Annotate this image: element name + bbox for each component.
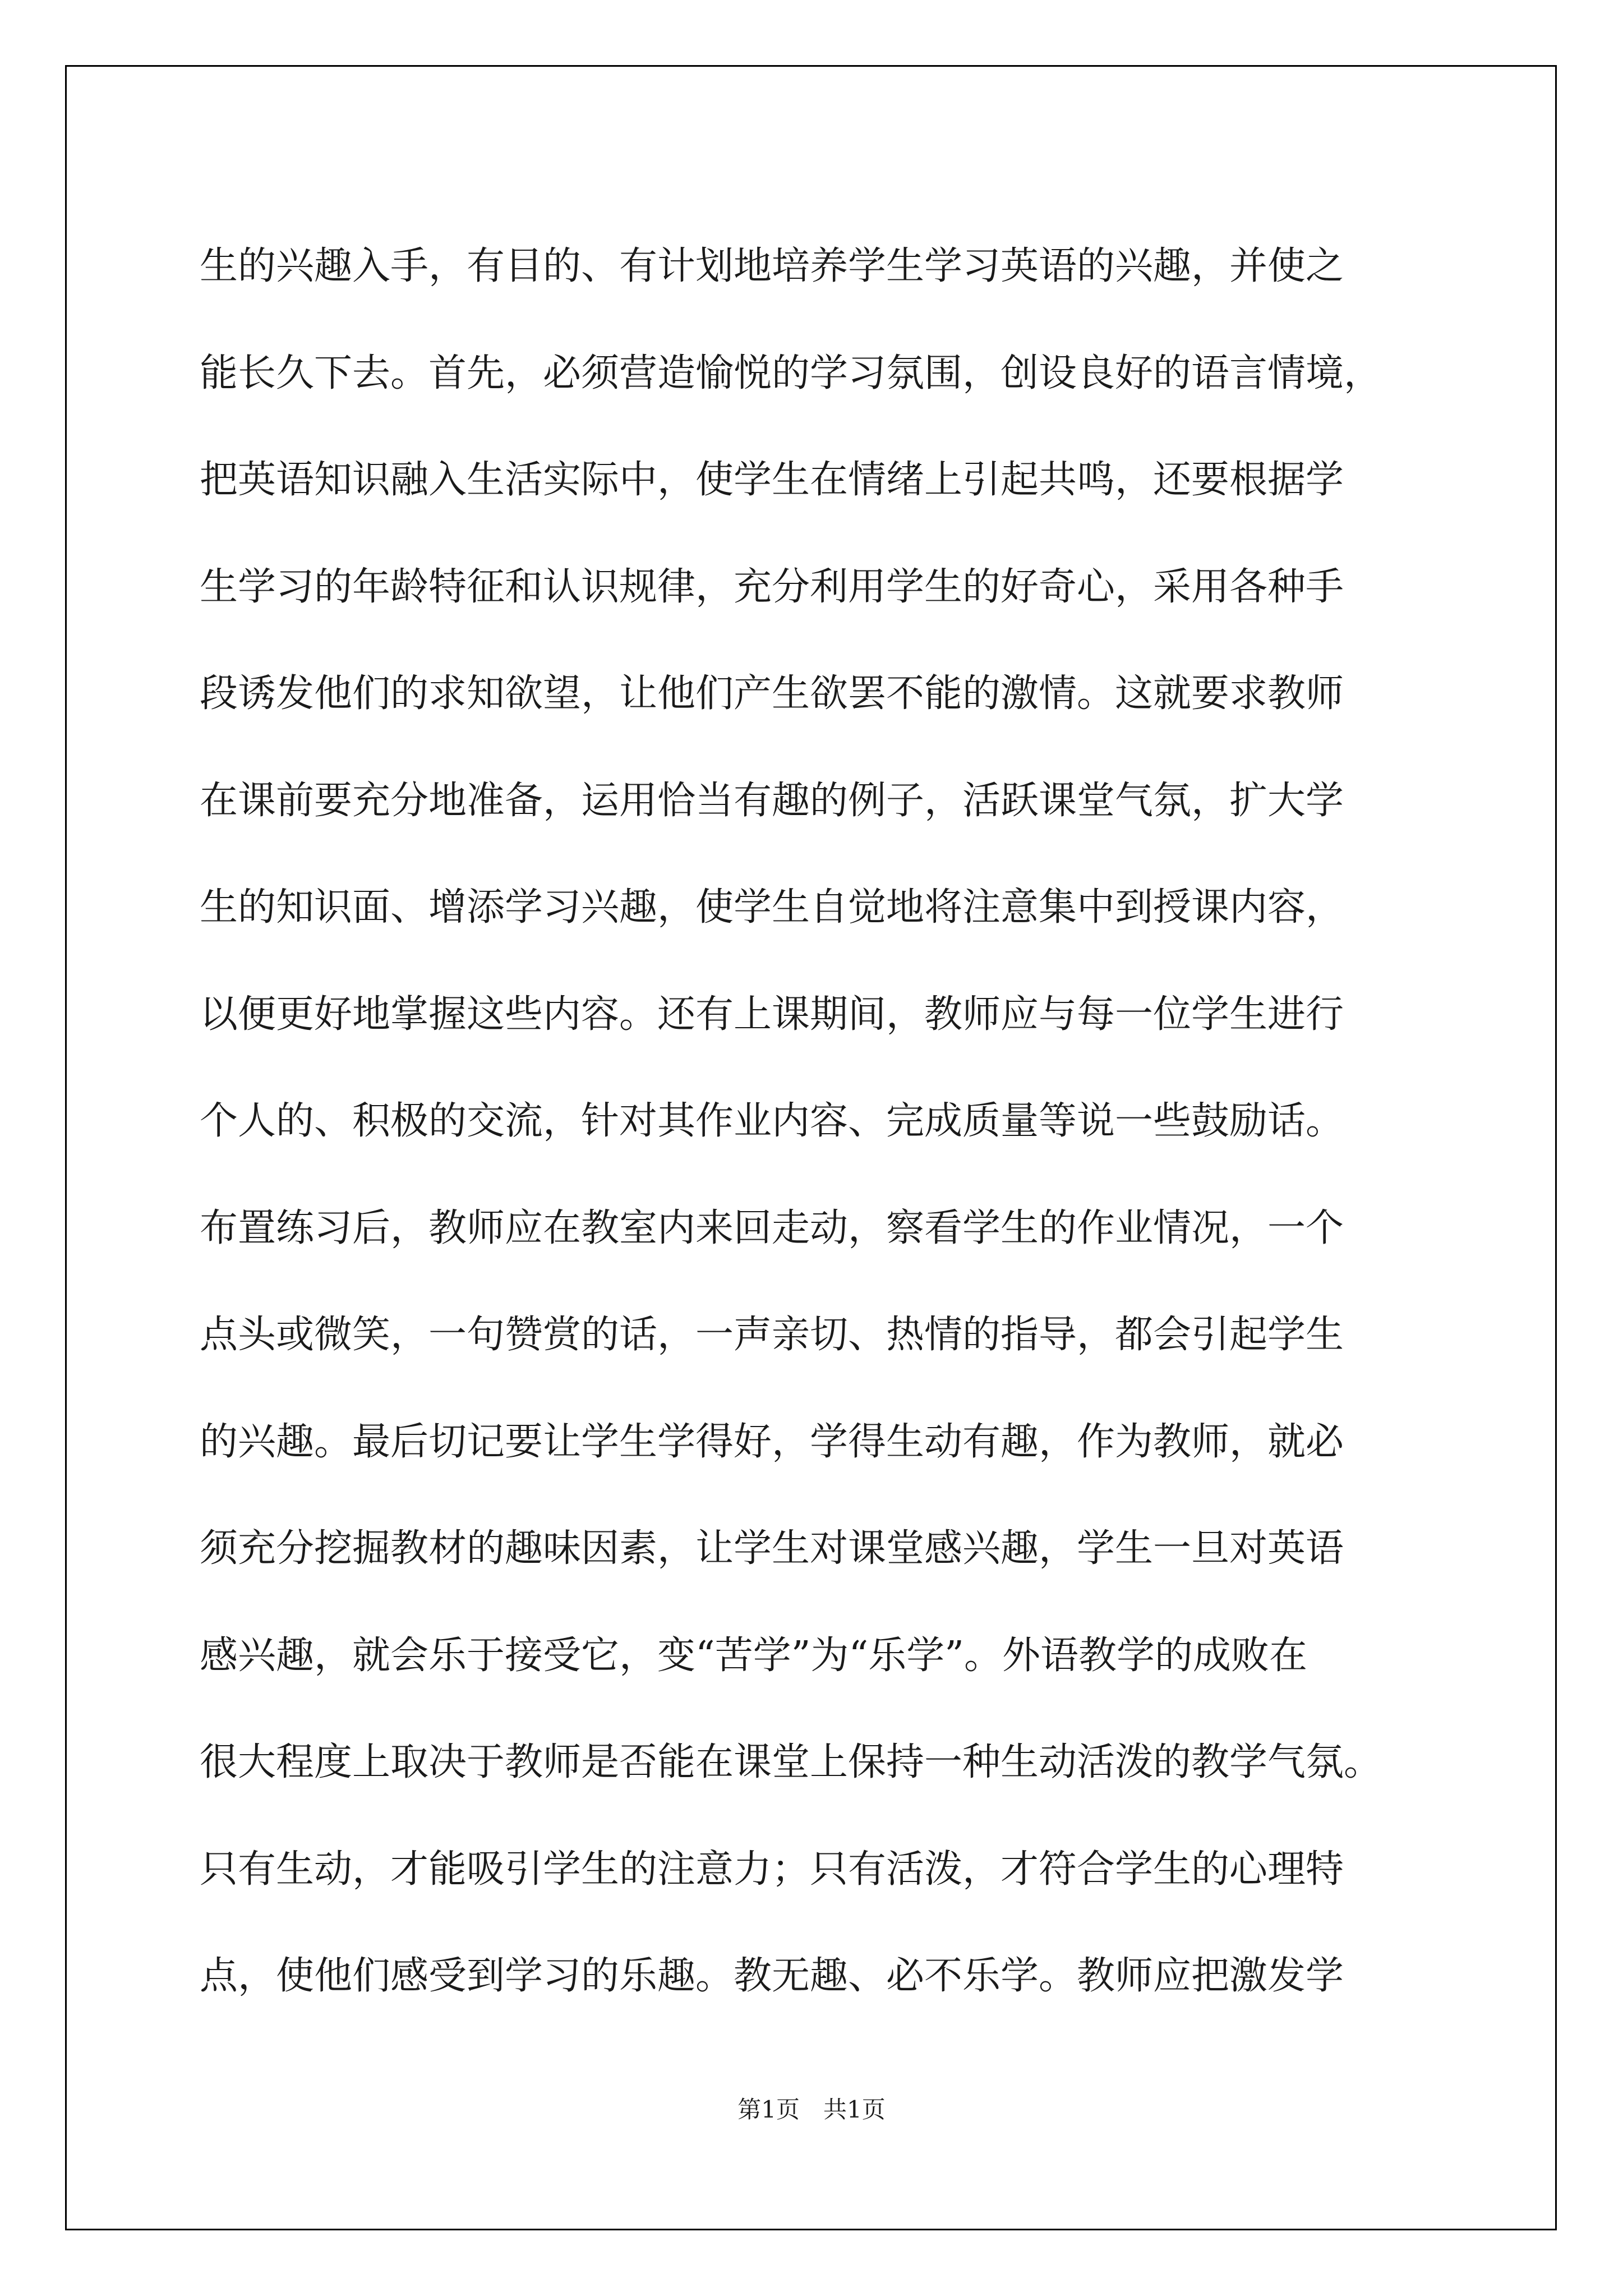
text-line: 感兴趣，就会乐于接受它，变“苦学”为“乐学”。外语教学的成败在 (200, 1633, 1308, 1678)
page-number-footer: 第1页 共1页 (737, 2096, 886, 2123)
text-line: 能长久下去。首先，必须营造愉悦的学习氛围，创设良好的语言情境， (200, 351, 1382, 395)
text-line: 以便更好地掌握这些内容。还有上课期间，教师应与每一位学生进行 (200, 992, 1344, 1037)
text-line: 把英语知识融入生活实际中，使学生在情绪上引起共鸣，还要根据学 (200, 458, 1344, 502)
text-line: 的兴趣。最后切记要让学生学得好，学得生动有趣，作为教师，就必 (200, 1419, 1344, 1464)
text-line: 在课前要充分地准备，运用恰当有趣的例子，活跃课堂气氛，扩大学 (200, 778, 1344, 823)
text-line: 生学习的年龄特征和认识规律，充分利用学生的好奇心，采用各种手 (200, 564, 1344, 609)
text-line: 个人的、积极的交流，针对其作业内容、完成质量等说一些鼓励话。 (200, 1099, 1344, 1143)
text-line: 布置练习后，教师应在教室内来回走动，察看学生的作业情况，一个 (200, 1205, 1344, 1250)
text-line: 只有生动，才能吸引学生的注意力；只有活泼，才符合学生的心理特 (200, 1847, 1344, 1892)
text-line: 须充分挖掘教材的趣味因素，让学生对课堂感兴趣，学生一旦对英语 (200, 1526, 1344, 1571)
text-line: 点，使他们感受到学习的乐趣。教无趣、必不乐学。教师应把激发学 (200, 1954, 1344, 1998)
text-line: 生的知识面、增添学习兴趣，使学生自觉地将注意集中到授课内容， (200, 885, 1344, 930)
text-line: 点头或微笑，一句赞赏的话，一声亲切、热情的指导，都会引起学生 (200, 1313, 1344, 1357)
body-paragraph (200, 213, 1433, 2030)
text-line: 段诱发他们的求知欲望，让他们产生欲罢不能的激情。这就要求教师 (200, 671, 1344, 716)
text-line: 很大程度上取决于教师是否能在课堂上保持一种生动活泼的教学气氛。 (200, 1740, 1382, 1784)
text-line: 生的兴趣入手，有目的、有计划地培养学生学习英语的兴趣，并使之 (200, 244, 1344, 288)
